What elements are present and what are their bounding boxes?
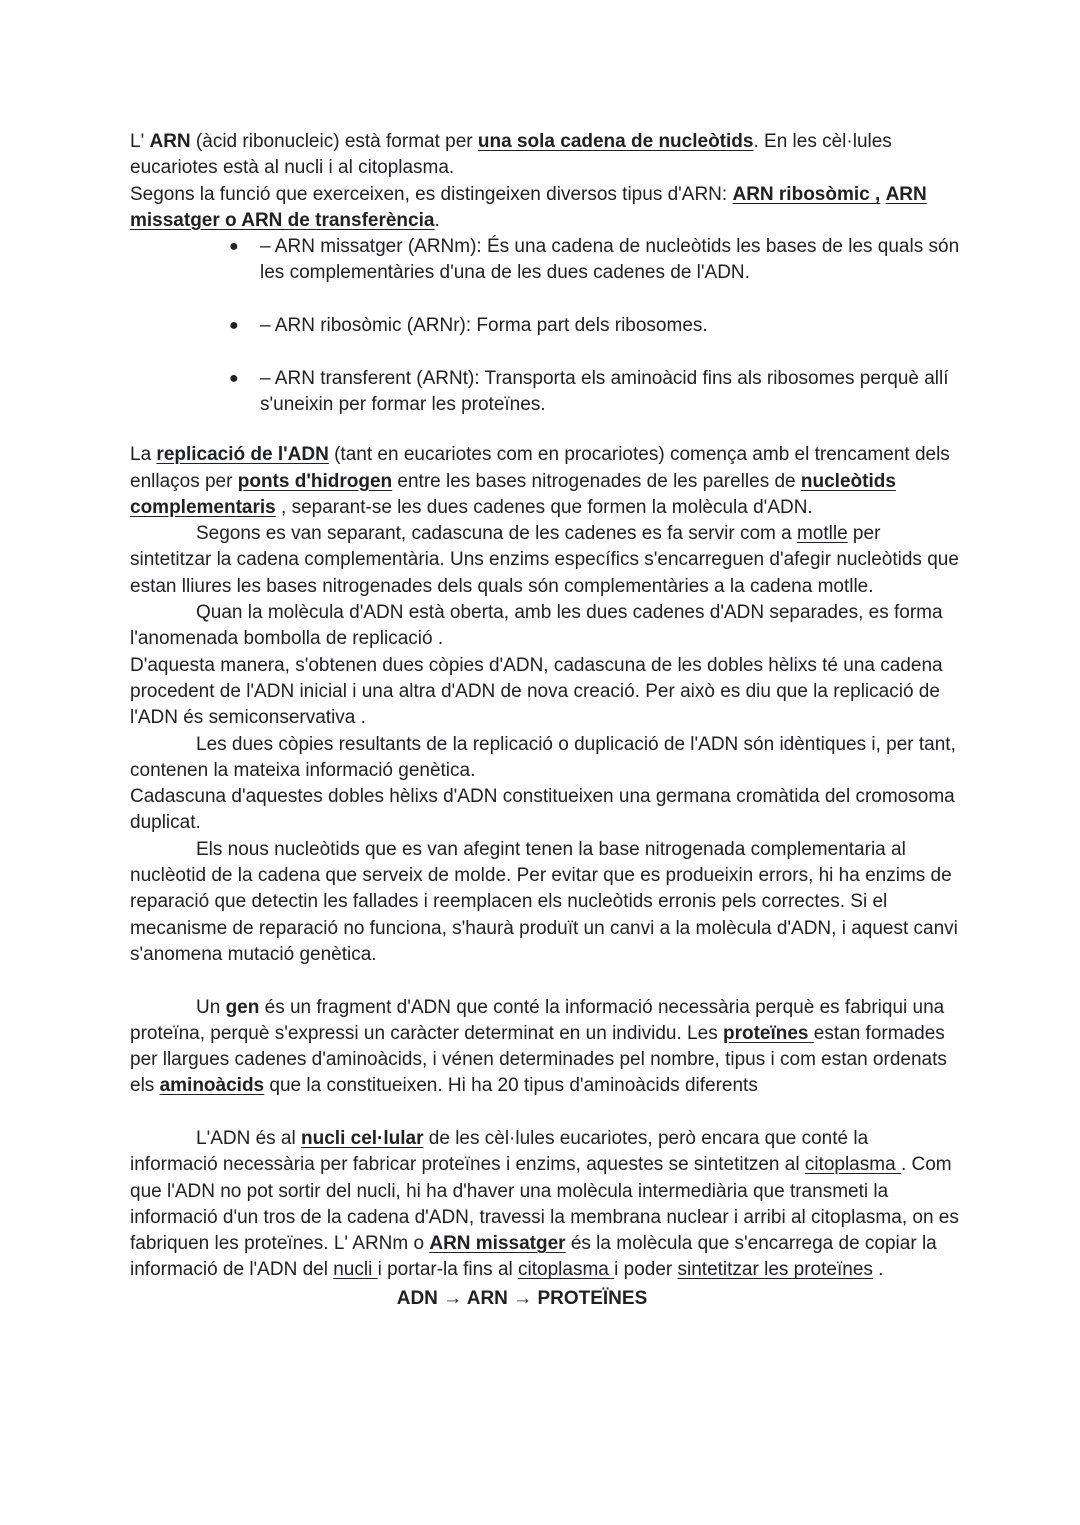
cell-nucleus-term: nucli cel·lular [301,1127,424,1149]
dna-replication-term: replicació de l'ADN [156,444,329,466]
proteins-term: proteïnes [722,1022,814,1044]
replication-paragraph-6: Cadascuna d'aquestes dobles hèlixs d'ADN constitueixen una germana cromàtida del cromosoma duplicat. [130,786,955,834]
complementary-nucleotides-term: nucleòtids complementaris [130,470,896,518]
replication-paragraph-1: La replicació de l'ADN (tant en eucariotes com en procariotes) comença amb el trencament dels enllaços per ponts d'hidrogen entre les bases nitrogenades de les parelles de nucleòtids complementaris , separant-se les dues cadenes que formen la molècula d'ADN. [130,444,950,518]
nucleus-term: nucli [333,1259,378,1281]
replication-paragraph-4: D'aquesta manera, s'obtenen dues còpies d'ADN, cadascuna de les dobles hèlixs té una cadena procedent de l'ADN inicial i una altra d'ADN de nova creació. Per això es diu que la replicació de l'ADN és semiconservativa . [130,654,943,729]
list-item-arnr: ● – ARN ribosòmic (ARNr): Forma part dels ribosomes. [130,313,960,339]
amino-acids-term: aminoàcids [159,1075,265,1097]
hydrogen-bonds-term: ponts d'hidrogen [237,470,393,492]
nucleus-paragraph: L'ADN és al nucli cel·lular de les cèl·lules eucariotes, però encara que conté la informació necessària per fabricar proteïnes i enzims, aquestes se sintetitzen al citoplasma . Com que l'ADN no pot sortir del nucli, hi ha d'haver una molècula intermediària que transmeti la informació d'un tros de la cadena d'ADN, travessi la membrana nuclear i arribi al citoplasma, on es fabriquen les proteïnes. L' ARNm o ARN missatger és la molècula que s'encarrega de copiar la informació de l'ADN del nucli i portar-la fins al citoplasma i poder sintetitzar les proteïnes . [130,1127,959,1281]
replication-paragraph-5: Les dues còpies resultants de la replicació o duplicació de l'ADN són idèntiques i, per tant, contenen la mateixa informació genètica. [130,733,956,781]
arn-types-paragraph: Segons la funció que exerceixen, es distingeixen diversos tipus d'ARN: ARN ribosòmic , ARN missatger o ARN de transferència. [130,183,927,231]
arn-types-list [130,234,960,418]
document-page [130,129,960,1312]
gene-paragraph: Un gen és un fragment d'ADN que conté la informació necessària perquè es fabriqui una proteïna, perquè s'expressi un caràcter determinat en un individu. Les proteïnes estan formades per llargues cadenes d'aminoàcids, i vénen determinades pel nombre, tipus i com estan ordenats els aminoàcids que la constitueixen. Hi ha 20 tipus d'aminoàcids diferents [130,996,947,1097]
cytoplasm-term: citoplasma [804,1154,901,1176]
messenger-transfer-arn-term: ARN missatger o ARN de transferència [130,183,927,231]
synthesize-proteins-term: sintetitzar les proteïnes [677,1259,873,1281]
gene-term: gen [225,996,260,1018]
single-chain-term: una sola cadena de nucleòtids [477,131,754,152]
ribosomal-arn-term: ARN ribosòmic , [732,183,881,205]
list-item-arnt: ● – ARN transferent (ARNt): Transporta els aminoàcid fins als ribosomes perquè allí s'uneixin per formar les proteïnes. [229,367,949,415]
arn-term: ARN [149,131,191,152]
central-dogma-formula: ADN → ARN → PROTEÏNES [396,1287,648,1309]
replication-paragraph-3: Quan la molècula d'ADN està oberta, amb les dues cadenes d'ADN separades, es forma l'anomenada bombolla de replicació . [130,602,943,650]
replication-paragraph-2: Segons es van separant, cadascuna de les cadenes es fa servir com a motlle per sintetitzar la cadena complementària. Uns enzims específics s'encarreguen d'afegir nucleòtids que estan lliures les bases nitrogenades dels quals són complementàries a la cadena motlle. [130,523,959,597]
arn-intro-paragraph: L' ARN (àcid ribonucleic) està format per una sola cadena de nucleòtids. En les cèl·lules eucariotes està al nucli i al citoplasma. [130,131,892,179]
cytoplasm-term-2: citoplasma [518,1259,615,1281]
template-term: motlle [796,523,848,545]
bullet-icon: ● [229,238,239,256]
bullet-icon: ● [229,317,239,335]
bullet-icon: ● [229,369,239,387]
replication-paragraph-7: Els nous nucleòtids que es van afegint tenen la base nitrogenada complementaria al nuclèotid de la cadena que serveix de molde. Per evitar que es produeixin errors, hi ha enzims de reparació que detectin les fallades i reemplacen els nucleòtids erronis pels correctes. Si el mecanisme de reparació no funciona, s'haurà produït un canvi a la molècula d'ADN, i aquest canvi s'anomena mutació genètica. [130,838,958,965]
messenger-arn-term: ARN missatger [429,1233,566,1255]
list-item-arnm: ● – ARN missatger (ARNm): És una cadena de nucleòtids les bases de les quals són les complementàries d'una de les dues cadenes de l'ADN. [229,236,960,284]
